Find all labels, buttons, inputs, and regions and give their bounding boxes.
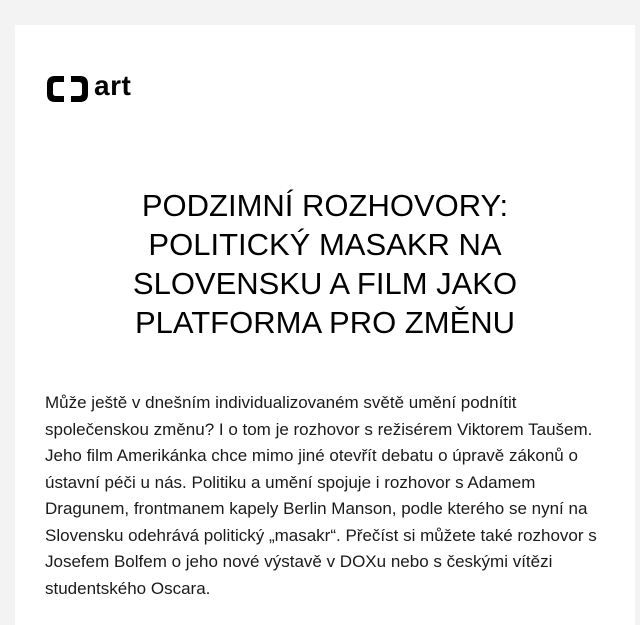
ct-art-logo[interactable] (44, 70, 132, 105)
ct-brackets-icon (44, 73, 91, 105)
logo-text: art (94, 70, 132, 101)
article-title[interactable]: PODZIMNÍ ROZHOVORY: POLITICKÝ MASAKR NA SLOVENSKU A FILM JAKO PLATFORMA PRO ZMĚNU (132, 188, 518, 340)
newsletter-card (15, 25, 635, 625)
article-intro: Může ještě v dnešním individualizovaném světě umění podnítit společenskou změnu? I o tom je rozhovor s režisérem Viktorem Taušem. Jeho film Amerikánka chce mimo jiné otevřít debatu o úpravě zákonů o ústavní péči u nás. Politiku a umění spojuje i rozhovor s Adamem Dragunem, frontmanem kapely Berlin Manson, podle kterého se nyní na Slovensku odehrává politický „masakr“. Přečíst si můžete také rozhovor s Josefem Bolfem o jeho nové výstavě v DOXu nebo s českými vítězi studentského Oscara. (45, 393, 597, 598)
